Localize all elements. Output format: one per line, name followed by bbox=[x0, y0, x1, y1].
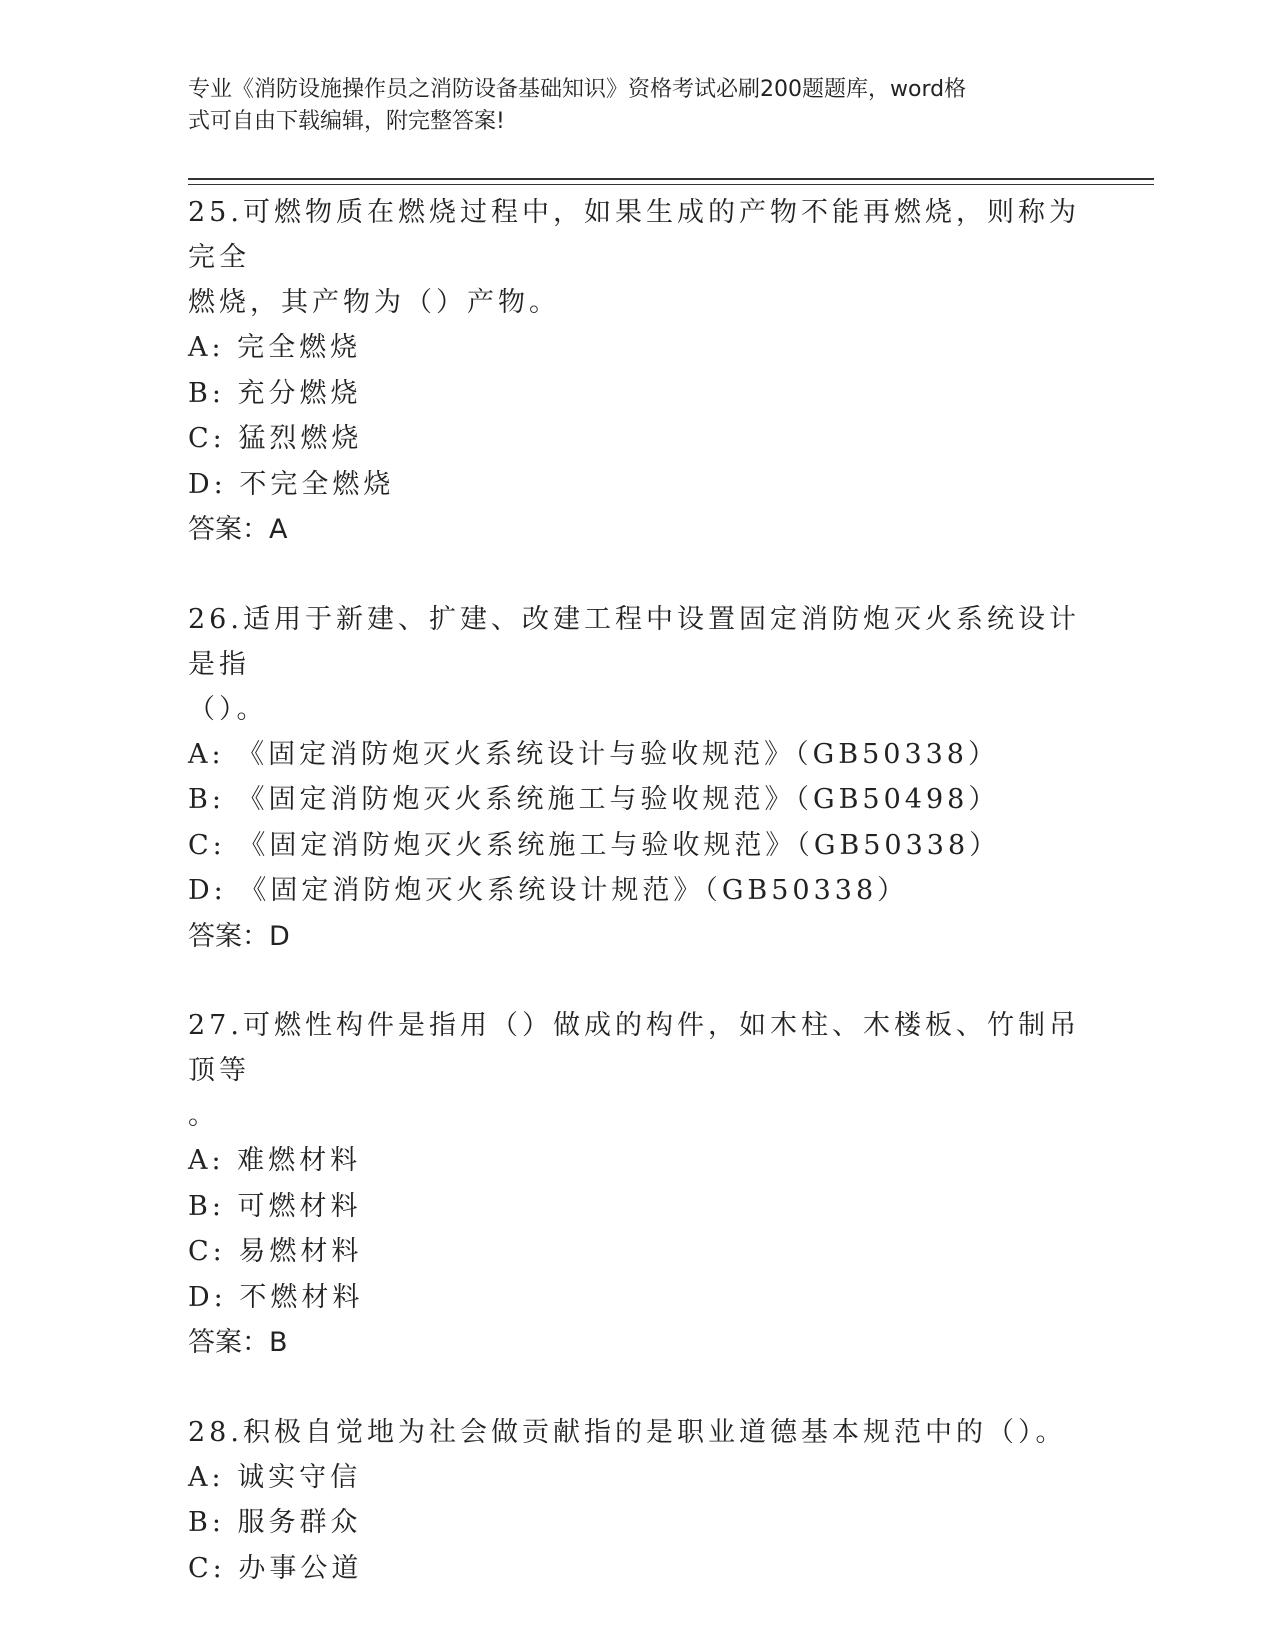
question-stem-line-1: 26.适用于新建、扩建、改建工程中设置固定消防炮灭火系统设计是指 bbox=[188, 603, 1080, 680]
option-a: A: 诚实守信 bbox=[188, 1461, 362, 1493]
option-c: C: 猛烈燃烧 bbox=[188, 423, 363, 454]
option-d: D: 不完全燃烧 bbox=[188, 468, 395, 500]
spacer bbox=[188, 959, 1088, 1003]
question-27 bbox=[188, 1003, 1088, 1366]
question-26 bbox=[188, 597, 1088, 960]
option-b: B: 《固定消防炮灭火系统施工与验收规范》（GB50498） bbox=[188, 784, 1000, 815]
question-stem-line-1: 27.可燃性构件是指用（）做成的构件，如木柱、木楼板、竹制吊顶等 bbox=[188, 1010, 1080, 1086]
question-stem-line-1: 25.可燃物质在燃烧过程中，如果生成的产物不能再燃烧，则称为完全 bbox=[188, 197, 1080, 273]
header-rule-thick bbox=[188, 178, 1154, 180]
question-stem-line-2: 。 bbox=[188, 1100, 219, 1131]
spacer bbox=[188, 553, 1088, 597]
option-b: B: 可燃材料 bbox=[188, 1190, 362, 1222]
question-28 bbox=[188, 1410, 1088, 1592]
question-list bbox=[188, 190, 1088, 1591]
option-c: C: 办事公道 bbox=[188, 1552, 363, 1584]
answer: 答案：D bbox=[188, 920, 290, 952]
option-b: B: 服务群众 bbox=[188, 1507, 362, 1538]
header-rule-thin bbox=[188, 184, 1154, 185]
answer: 答案：A bbox=[188, 514, 288, 545]
option-b: B: 充分燃烧 bbox=[188, 377, 362, 409]
option-a: A: 完全燃烧 bbox=[188, 332, 362, 363]
header-line-1: 专业《消防设施操作员之消防设备基础知识》资格考试必刷200题题库，word格 bbox=[188, 77, 967, 102]
answer: 答案：B bbox=[188, 1327, 288, 1358]
spacer bbox=[188, 1366, 1088, 1410]
question-25 bbox=[188, 190, 1088, 553]
option-c: C: 《固定消防炮灭火系统施工与验收规范》（GB50338） bbox=[188, 829, 1001, 861]
question-stem-line-2: （）。 bbox=[188, 693, 268, 725]
question-stem-line-1: 28.积极自觉地为社会做贡献指的是职业道德基本规范中的（）。 bbox=[188, 1416, 1067, 1448]
option-d: D: 《固定消防炮灭火系统设计规范》（GB50338） bbox=[188, 875, 909, 906]
question-stem-line-2: 燃烧，其产物为（）产物。 bbox=[188, 287, 560, 318]
option-a: A: 《固定消防炮灭火系统设计与验收规范》（GB50338） bbox=[188, 738, 999, 770]
document-header bbox=[188, 74, 1068, 138]
option-c: C: 易燃材料 bbox=[188, 1236, 363, 1267]
option-a: A: 难燃材料 bbox=[188, 1145, 362, 1176]
option-d: D: 不燃材料 bbox=[188, 1281, 364, 1313]
header-line-2: 式可自由下载编辑，附完整答案! bbox=[188, 109, 505, 134]
